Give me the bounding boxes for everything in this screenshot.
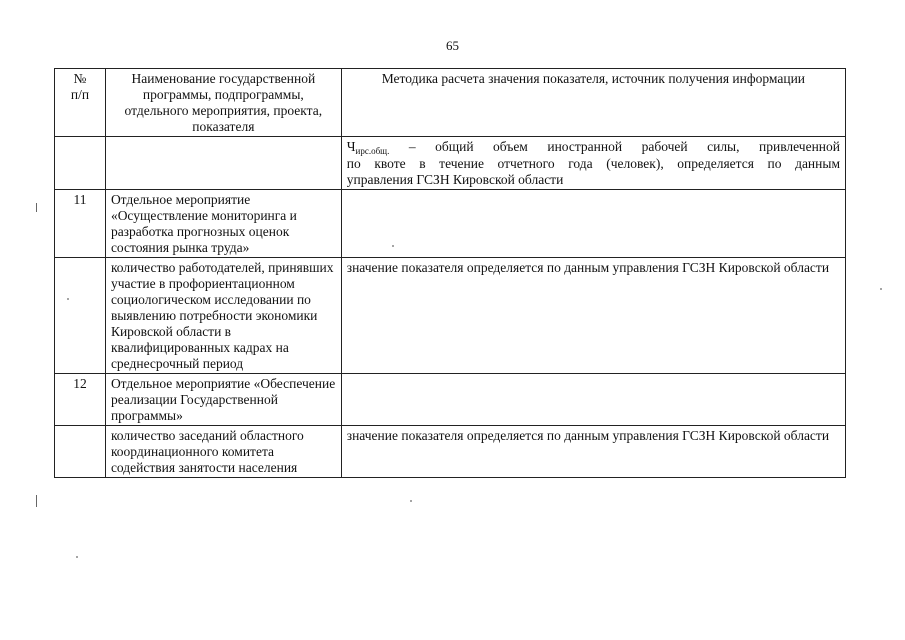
scan-speck — [410, 500, 412, 502]
method-line-2: по квоте в течение отчетного года (человек), определяется по данным — [346, 156, 840, 171]
table-row — [55, 426, 846, 478]
table-row — [55, 258, 846, 374]
scan-speck — [880, 288, 882, 290]
cell-name: количество работодателей, принявших участие в профориентационном социологическом исследовании по выявлению потребности экономики Кировской области в квалифицированных кадрах на среднесрочный период — [105, 258, 341, 374]
scan-speck — [67, 298, 69, 300]
cell-method-empty — [341, 190, 845, 258]
method-symbol: Ч — [346, 139, 356, 154]
table-row — [55, 374, 846, 426]
method-line-3: управления ГСЗН Кировской области — [346, 172, 564, 187]
cell-method: значение показателя определяется по данным управления ГСЗН Кировской области — [341, 258, 845, 374]
method-symbol-subscript: ирс.общ. — [355, 146, 390, 156]
indicator-table — [54, 68, 846, 478]
cell-num: 11 — [55, 190, 106, 258]
cell-name: Отдельное мероприятие «Обеспечение реализации Государственной программы» — [105, 374, 341, 426]
header-name: Наименование государственной программы, подпрограммы, отдельного мероприятия, проекта, показателя — [105, 69, 341, 137]
cell-name-empty — [105, 137, 341, 190]
table-row — [55, 190, 846, 258]
cell-num: 12 — [55, 374, 106, 426]
scan-speck — [392, 245, 394, 247]
cell-num-empty — [55, 426, 106, 478]
header-method: Методика расчета значения показателя, источник получения информации — [341, 69, 845, 137]
cell-num-empty — [55, 137, 106, 190]
scan-mark — [36, 495, 37, 507]
cell-name: Отдельное мероприятие «Осуществление мониторинга и разработка прогнозных оценок состояния рынка труда» — [105, 190, 341, 258]
header-num: № п/п — [55, 69, 106, 137]
scan-mark — [36, 203, 37, 212]
cell-method-empty — [341, 374, 845, 426]
scan-speck — [76, 556, 78, 558]
cell-num-empty — [55, 258, 106, 374]
cell-method: значение показателя определяется по данным управления ГСЗН Кировской области — [341, 426, 845, 478]
method-line-1 — [347, 139, 840, 156]
table-row — [55, 137, 846, 190]
page-number: 65 — [446, 38, 459, 53]
cell-name: количество заседаний областного координационного комитета содействия занятости населения — [105, 426, 341, 478]
method-text-1: – общий объем иностранной рабочей силы, привлеченной — [389, 139, 840, 154]
cell-method — [341, 137, 845, 190]
table-header-row — [55, 69, 846, 137]
